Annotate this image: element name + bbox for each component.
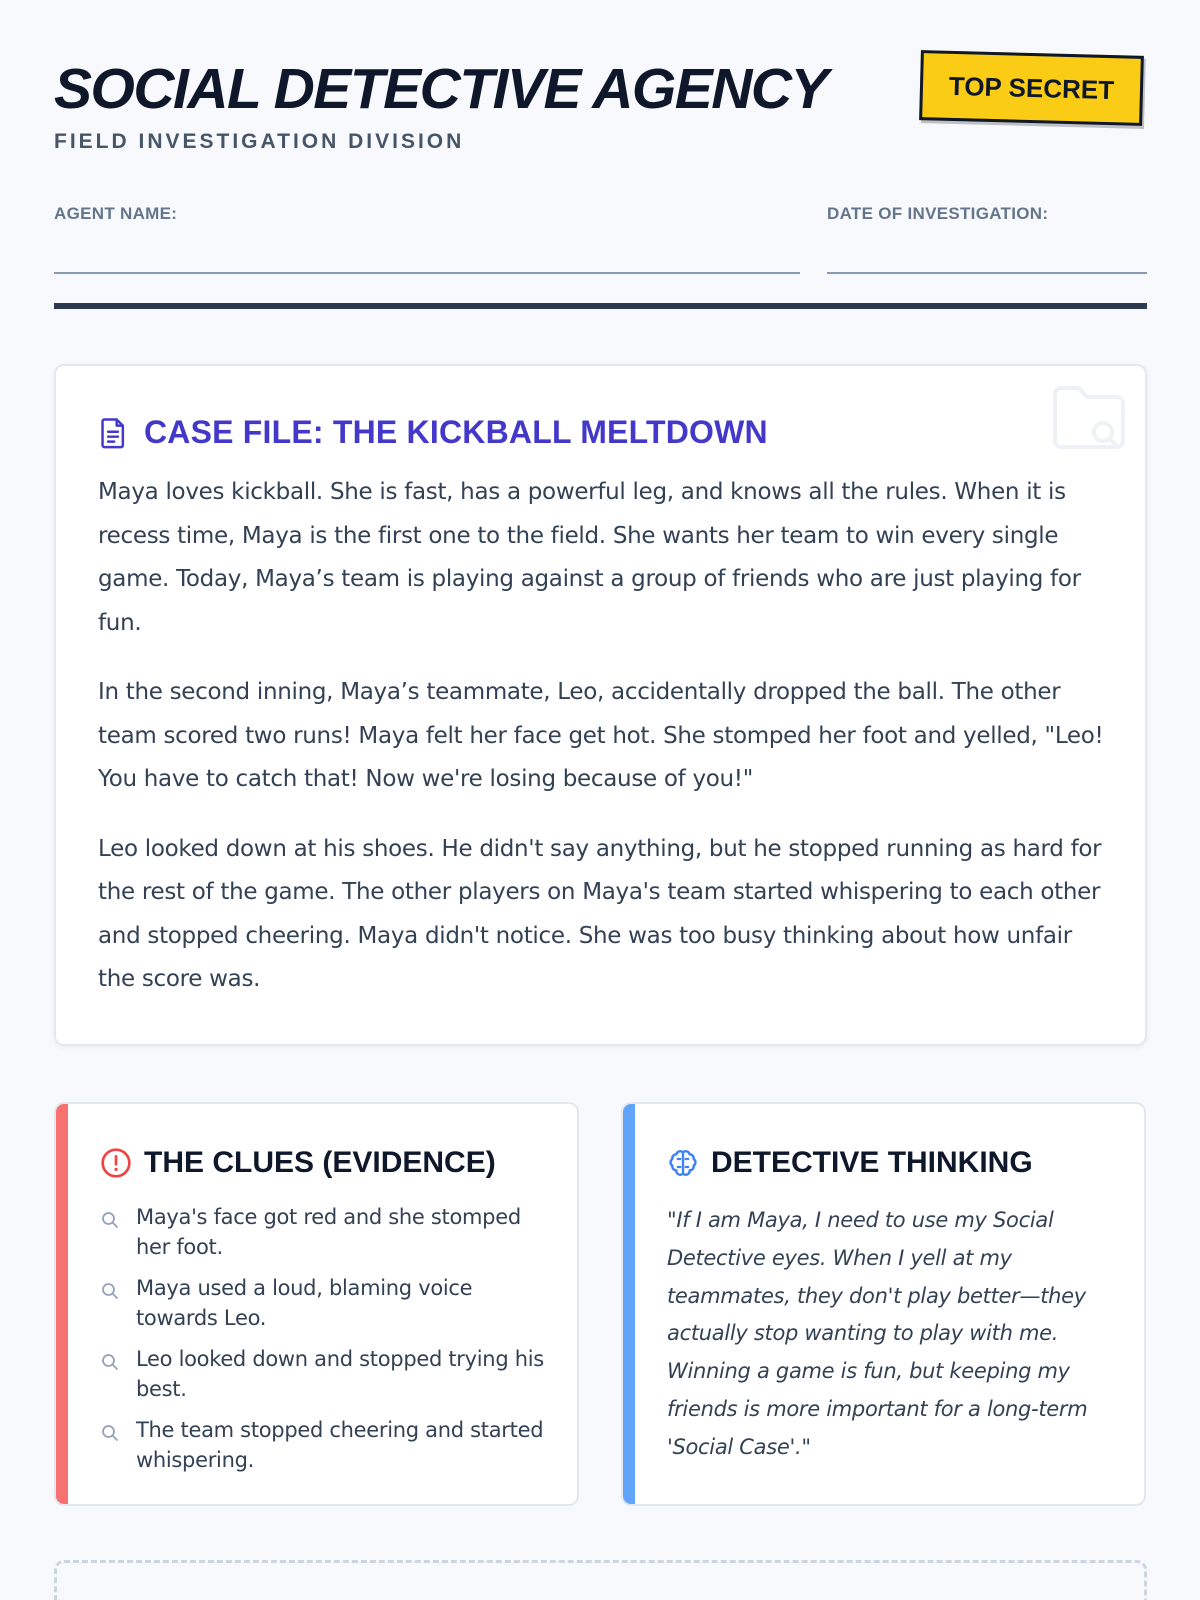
clues-card <box>54 1102 579 1506</box>
thinking-accent-bar <box>623 1104 635 1504</box>
magnifier-icon <box>100 1210 120 1230</box>
story-paragraph: In the second inning, Maya’s teammate, Leo, accidentally dropped the ball. The other team scored two runs! Maya felt her face get hot. She stomped her foot and yelled, "Leo! You have to catch that! Now we're losing because of you!" <box>98 679 1104 792</box>
page-subtitle: FIELD INVESTIGATION DIVISION <box>54 130 465 153</box>
magnifier-icon <box>100 1281 120 1301</box>
case-file-heading <box>98 414 768 451</box>
divider <box>54 303 1147 309</box>
list-item <box>100 1415 550 1475</box>
clue-text: Maya's face got red and she stomped her foot. <box>136 1205 521 1259</box>
clues-list <box>100 1202 550 1486</box>
case-file-card <box>54 364 1147 1046</box>
magnifier-icon <box>100 1423 120 1443</box>
brain-icon <box>667 1147 699 1179</box>
clue-text: Maya used a loud, blaming voice towards Leo. <box>136 1276 473 1330</box>
agent-fields <box>54 160 1147 280</box>
clues-accent-bar <box>56 1104 68 1504</box>
document-icon <box>98 417 128 449</box>
clues-title: THE CLUES (EVIDENCE) <box>144 1146 496 1179</box>
clues-heading <box>100 1146 496 1180</box>
thinking-card <box>621 1102 1146 1506</box>
case-story <box>98 471 1108 1028</box>
story-paragraph: Maya loves kickball. She is fast, has a powerful leg, and knows all the rules. When it is recess time, Maya is the first one to the field. She wants her team to win every single game. Today, Maya’s team is playing against a group of friends who are just playing for fun. <box>98 479 1081 636</box>
response-box[interactable] <box>54 1560 1147 1600</box>
thinking-heading <box>667 1146 1033 1180</box>
story-paragraph: Leo looked down at his shoes. He didn't say anything, but he stopped running as hard for the rest of the game. The other players on Maya's team started whispering to each other and stopped cheering. Maya didn't notice. She was too busy thinking about how unfair the score was. <box>98 835 1102 992</box>
alert-circle-icon <box>100 1147 132 1179</box>
page-title: SOCIAL DETECTIVE AGENCY <box>54 57 828 121</box>
date-label: DATE OF INVESTIGATION: <box>827 204 1049 223</box>
agent-name-line[interactable] <box>54 272 800 274</box>
worksheet-page <box>54 0 1147 1472</box>
header <box>54 0 1147 160</box>
clue-text: The team stopped cheering and started whispering. <box>136 1418 544 1472</box>
date-line[interactable] <box>827 272 1147 274</box>
top-secret-stamp: TOP SECRET <box>919 50 1144 126</box>
list-item <box>100 1273 550 1333</box>
magnifier-icon <box>100 1352 120 1372</box>
list-item <box>100 1202 550 1262</box>
agent-name-label: AGENT NAME: <box>54 204 178 223</box>
thinking-quote: "If I am Maya, I need to use my Social Detective eyes. When I yell at my teammates, they don't play better—they actually stop wanting to play with me. Winning a game is fun, but keeping my friends is more important for a long-term 'Social Case'." <box>667 1208 1088 1459</box>
folder-search-icon <box>1051 384 1127 452</box>
clue-text: Leo looked down and stopped trying his best. <box>136 1347 544 1401</box>
thinking-title: DETECTIVE THINKING <box>711 1146 1033 1179</box>
list-item <box>100 1344 550 1404</box>
case-file-title: CASE FILE: THE KICKBALL MELTDOWN <box>144 414 768 450</box>
